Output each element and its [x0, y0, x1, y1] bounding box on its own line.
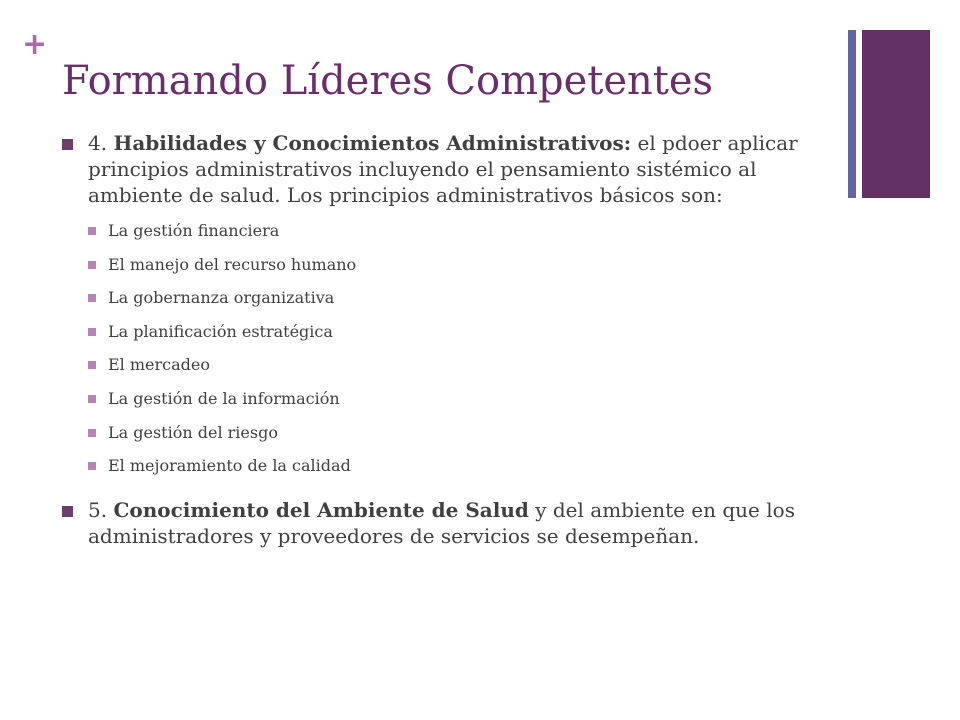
- list-item-label: La gobernanza organizativa: [108, 288, 335, 308]
- square-bullet-icon: [62, 506, 73, 517]
- list-item: [88, 455, 852, 477]
- list-item-label: La gestión de la información: [108, 388, 340, 408]
- bullet-item-4: [62, 130, 852, 208]
- list-item-label: El manejo del recurso humano: [108, 254, 357, 274]
- list-item-label: La planificación estratégica: [108, 321, 333, 341]
- square-bullet-icon: [88, 429, 96, 437]
- list-item-label: La gestión del riesgo: [108, 422, 278, 442]
- list-item: [88, 220, 852, 242]
- list-item: [88, 321, 852, 343]
- item-heading: Conocimiento del Ambiente de Salud: [113, 498, 529, 523]
- item-number: 4.: [88, 131, 114, 155]
- slide-title: Formando Líderes Competentes: [62, 58, 714, 104]
- list-item: [88, 287, 852, 309]
- list-item: [88, 254, 852, 276]
- square-bullet-icon: [88, 328, 96, 336]
- square-bullet-icon: [88, 294, 96, 302]
- square-bullet-icon: [88, 261, 96, 269]
- list-item: [88, 388, 852, 410]
- accent-bar-thick: [862, 30, 930, 198]
- bullet-item-5: [62, 497, 852, 549]
- square-bullet-icon: [62, 139, 73, 150]
- item-text: y del ambiente en que los administradores y proveedores de servicios se desempeñan.: [88, 498, 795, 549]
- square-bullet-icon: [88, 462, 96, 470]
- list-item: [88, 422, 852, 444]
- slide-content: [62, 130, 852, 549]
- item-number: 5.: [88, 498, 114, 523]
- item-text: el pdoer aplicar principios administrativos incluyendo el pensamiento sistémico al ambiente de salud. Los principios administrativos básicos son:: [88, 131, 798, 207]
- list-item: [88, 354, 852, 376]
- square-bullet-icon: [88, 361, 96, 369]
- list-item-label: La gestión financiera: [108, 221, 280, 240]
- plus-icon: +: [22, 27, 48, 62]
- list-item-label: El mercadeo: [108, 355, 211, 375]
- square-bullet-icon: [88, 227, 96, 235]
- item-heading: Habilidades y Conocimientos Administrativos:: [113, 131, 632, 155]
- list-item-label: El mejoramiento de la calidad: [108, 456, 351, 476]
- principles-list: [88, 220, 852, 477]
- square-bullet-icon: [88, 395, 96, 403]
